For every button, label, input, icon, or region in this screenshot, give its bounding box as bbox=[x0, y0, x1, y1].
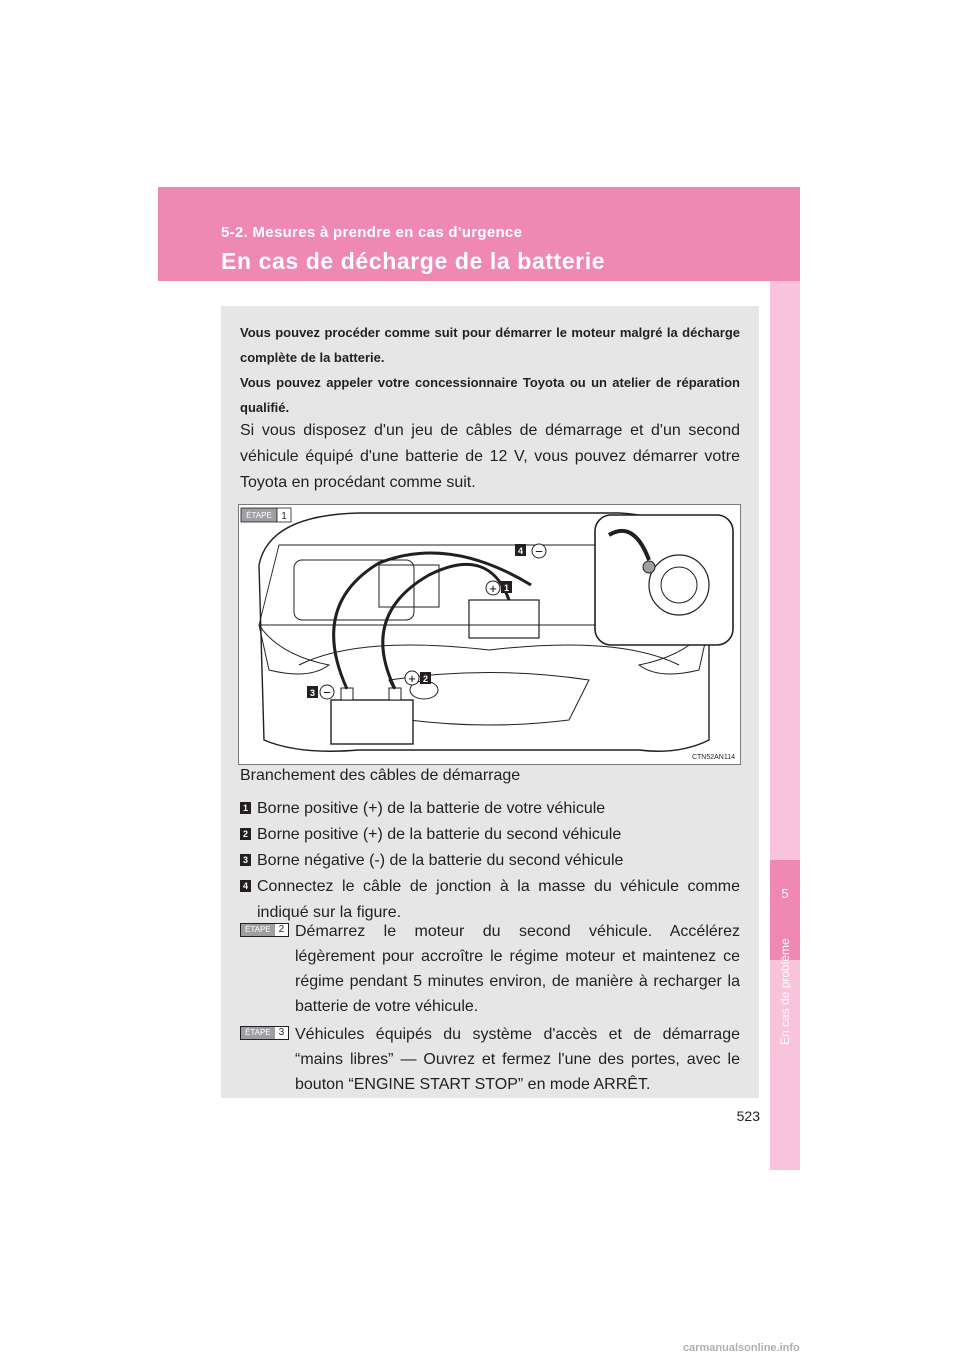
steps-list bbox=[240, 919, 740, 1100]
step-label: ÉTAPE bbox=[241, 1027, 275, 1039]
step-number: 2 bbox=[275, 924, 289, 936]
figure-step-number: 1 bbox=[281, 511, 287, 522]
number-square-icon: 3 bbox=[240, 854, 251, 866]
legend-item-3 bbox=[240, 848, 740, 874]
step-2 bbox=[240, 919, 740, 1019]
plus-marker-1: + bbox=[489, 581, 497, 596]
legend-text: Borne positive (+) de la batterie du second véhicule bbox=[257, 826, 622, 843]
number-square-icon: 4 bbox=[240, 880, 251, 892]
figure-step-label: ÉTAPE bbox=[246, 511, 272, 520]
watermark[interactable]: carmanualsonline.info bbox=[683, 1342, 800, 1354]
plus-marker-2: + bbox=[408, 671, 416, 686]
figure-code: CTN52AN114 bbox=[691, 754, 735, 761]
legend-text: Borne positive (+) de la batterie de votre véhicule bbox=[257, 800, 606, 817]
engine-illustration bbox=[239, 505, 740, 764]
page-number: 523 bbox=[736, 1108, 760, 1124]
legend-text: Connectez le câble de jonction à la masse du véhicule comme indiqué sur la figure. bbox=[257, 878, 740, 921]
section-label: 5-2. Mesures à prendre en cas d'urgence bbox=[221, 224, 523, 241]
step-number: 3 bbox=[275, 1027, 289, 1039]
chapter-number: 5 bbox=[781, 886, 789, 901]
step-3 bbox=[240, 1022, 740, 1097]
minus-marker-3: − bbox=[323, 685, 331, 700]
step-badge bbox=[240, 1026, 289, 1040]
step-badge bbox=[240, 923, 289, 937]
legend-item-1 bbox=[240, 796, 740, 822]
callout-3: 3 bbox=[309, 688, 316, 698]
intro-line-1: Vous pouvez procéder comme suit pour démarrer le moteur malgré la décharge complète de la batterie. bbox=[240, 325, 740, 365]
chapter-title: En cas de problème bbox=[778, 938, 792, 1045]
jump-start-figure bbox=[238, 504, 741, 765]
figure-caption: Branchement des câbles de démarrage bbox=[240, 767, 521, 784]
callout-4: 4 bbox=[517, 546, 524, 556]
callout-2: 2 bbox=[422, 674, 429, 684]
intro-paragraph: Si vous disposez d'un jeu de câbles de démarrage et d'un second véhicule équipé d'une batterie de 12 V, vous pouvez démarrer votre Toyota en procédant comme suit. bbox=[240, 422, 740, 491]
number-square-icon: 2 bbox=[240, 828, 251, 840]
legend-list bbox=[240, 796, 740, 926]
step-label: ÉTAPE bbox=[241, 924, 275, 936]
step-text: Démarrez le moteur du second véhicule. Accélérez légèrement pour accroître le régime moteur et maintenez ce régime pendant 5 minutes environ, de manière à recharger la batterie de votre véhicule. bbox=[295, 923, 740, 1015]
intro-line-2: Vous pouvez appeler votre concessionnaire Toyota ou un atelier de réparation qualifié. bbox=[240, 375, 740, 415]
legend-text: Borne négative (-) de la batterie du second véhicule bbox=[257, 852, 624, 869]
number-square-icon: 1 bbox=[240, 802, 251, 814]
step-text: Véhicules équipés du système d'accès et de démarrage “mains libres” — Ouvrez et fermez l'une des portes, avec le bouton “ENGINE START STOP” en mode ARRÊT. bbox=[295, 1026, 740, 1093]
intro-bold-text bbox=[240, 320, 740, 420]
page-title: En cas de décharge de la batterie bbox=[221, 248, 606, 274]
legend-item-2 bbox=[240, 822, 740, 848]
minus-marker-4: − bbox=[535, 544, 543, 559]
callout-1: 1 bbox=[503, 583, 510, 593]
